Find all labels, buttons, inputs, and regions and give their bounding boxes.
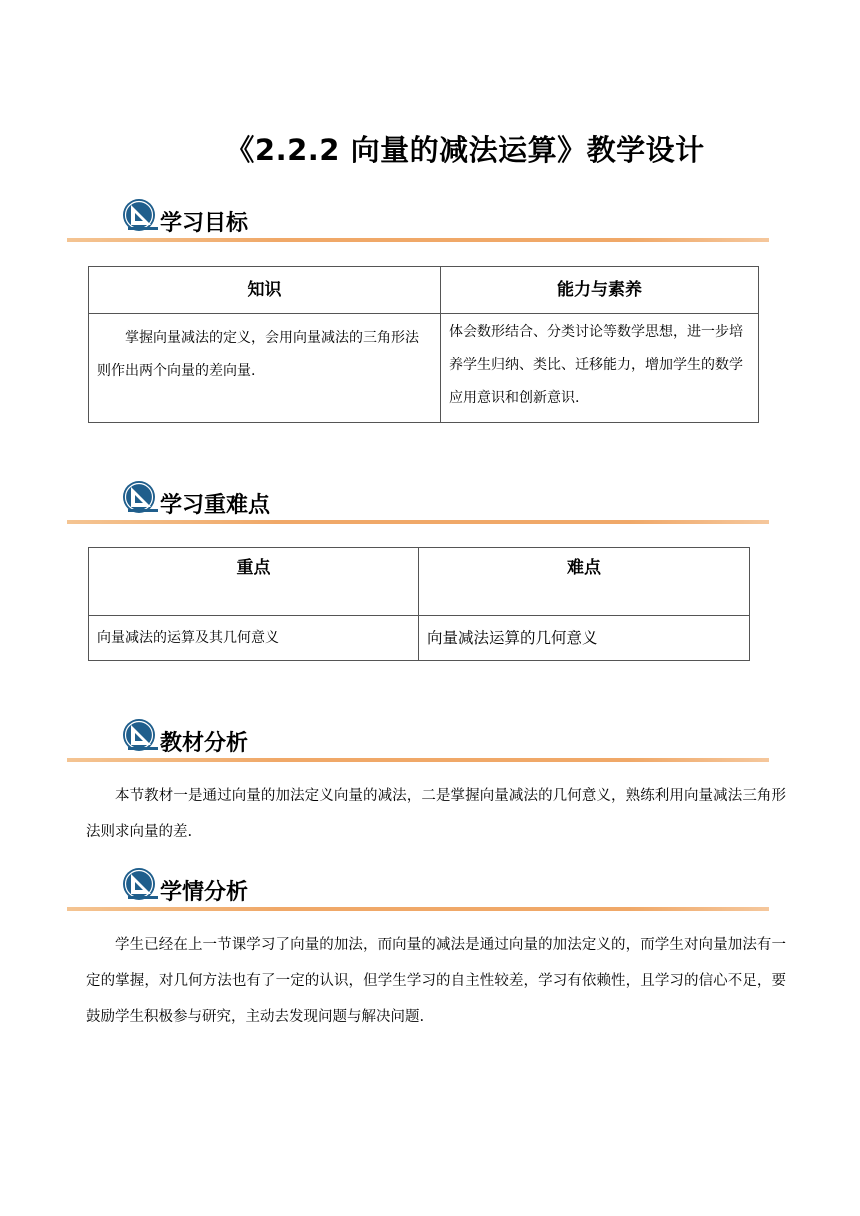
triangle-ruler-icon bbox=[122, 718, 160, 754]
section-heading-label: 教材分析 bbox=[160, 731, 249, 756]
keypoints-table bbox=[88, 547, 750, 661]
keypoints-header-key: 重点 bbox=[89, 548, 419, 616]
section-divider bbox=[67, 758, 769, 762]
section-heading-label: 学习重难点 bbox=[160, 493, 271, 518]
section-heading-label: 学情分析 bbox=[160, 880, 249, 905]
section-divider bbox=[67, 907, 769, 911]
section-divider bbox=[67, 520, 769, 524]
triangle-ruler-icon bbox=[122, 480, 160, 516]
section-students-heading bbox=[0, 867, 860, 917]
goals-header-ability: 能力与素养 bbox=[441, 267, 759, 314]
keypoints-cell-key: 向量减法的运算及其几何意义 bbox=[89, 616, 419, 661]
keypoints-cell-difficult: 向量减法运算的几何意义 bbox=[419, 616, 750, 661]
goals-cell-knowledge: 掌握向量减法的定义，会用向量减法的三角形法则作出两个向量的差向量. bbox=[89, 314, 441, 423]
students-paragraph: 学生已经在上一节课学习了向量的加法，而向量的减法是通过向量的加法定义的，而学生对向量加法有一定的掌握，对几何方法也有了一定的认识，但学生学习的自主性较差，学习有依赖性，且学习的信心不足，要鼓励学生积极参与研究，主动去发现问题与解决问题. bbox=[86, 937, 786, 1025]
section-heading-label: 学习目标 bbox=[160, 211, 249, 236]
triangle-ruler-icon bbox=[122, 198, 160, 234]
section-textbook-heading bbox=[0, 718, 860, 768]
document-title: 《2.2.2 向量的减法运算》教学设计 bbox=[225, 133, 705, 167]
section-divider bbox=[67, 238, 769, 242]
goals-cell-ability: 体会数形结合、分类讨论等数学思想，进一步培养学生归纳、类比、迁移能力，增加学生的数学应用意识和创新意识. bbox=[441, 314, 759, 423]
goals-table bbox=[88, 266, 759, 423]
triangle-ruler-icon bbox=[122, 867, 160, 903]
section-goals-heading bbox=[0, 198, 860, 248]
section-keypoints-heading bbox=[0, 480, 860, 530]
textbook-paragraph: 本节教材一是通过向量的加法定义向量的减法，二是掌握向量减法的几何意义，熟练利用向量减法三角形法则求向量的差. bbox=[86, 788, 786, 840]
keypoints-header-difficult: 难点 bbox=[419, 548, 750, 616]
goals-header-knowledge: 知识 bbox=[89, 267, 441, 314]
